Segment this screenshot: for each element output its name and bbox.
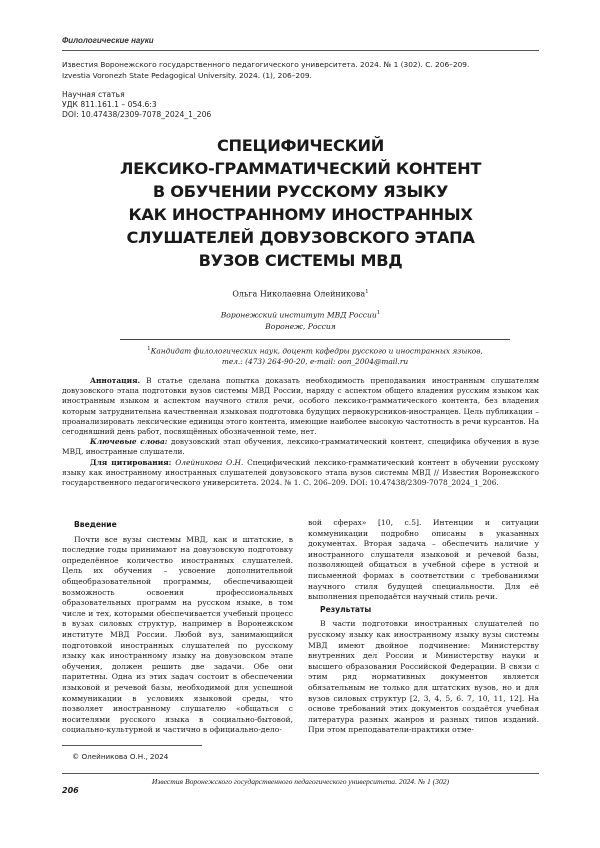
institute-footnote-mark: 1 xyxy=(376,310,381,316)
footnote-contact: тел.: (473) 264-90-20, e-mail: oon_2004@mail.ru xyxy=(221,356,409,366)
citation-line-en: Izvestia Voronezh State Pedagogical University. 2024. (1), 206–209. xyxy=(62,70,312,80)
footer-divider xyxy=(62,773,539,774)
udc-code: УДК 811.161.1 – 054.6:3 xyxy=(62,100,157,109)
abstract-label: Аннотация. xyxy=(90,376,141,385)
doi: DOI: 10.47438/2309-7078_2024_1_206 xyxy=(62,110,212,119)
continuation-paragraph: вой сферах» [10, с.5]. Интенции и ситуации коммуникации подробно описаны в указанных документах. Вторая задача – обеспечить наличие у иностранного слушателя языковой и речевой базы, позволяющей общаться в учебной сфере в устной и письменной формах в соответствии с требованиями научного стиля будущей специальности. Для её выполнения преподаётся научный стиль речи. xyxy=(308,518,539,602)
intro-paragraph: Почти все вузы системы МВД, как и штатские, в последние годы принимают на довузовскую подготовку определённое количество иностранных слушателей. Цель их обучения – усвоение дополнительной общеобразовательной программы, обеспечивающей возможность освоения профессиональных образовательных программ на русском языке, в том числе и тех, которыми обеспечивается учебный процесс в вузах силовых структур, например в Воронежском институте МВД России. Любой вуз, занимающийся подготовкой иностранных слушателей по русскому языку как иностранному языку на довузовском этапе обучения, должен решить две задачи. Обе они паритетны. Одна из этих задач состоит в обеспечении языковой и речевой базы, необходимой для успешной коммуникации в условиях языковой среды, что позволяет иностранному слушателю «общаться с носителями русского языка в социально-бытовой, социально-культурной и частично в официально-дело- xyxy=(62,534,293,735)
cite-author: Олейникова О.Н. xyxy=(171,457,244,467)
title-line: ЛЕКСИКО-ГРАММАТИЧЕСКИЙ КОНТЕНТ xyxy=(119,159,482,178)
affiliation xyxy=(62,308,539,332)
running-head: Филологические науки xyxy=(62,36,154,45)
abstract-block xyxy=(62,376,539,488)
cite-label: Для цитирования: xyxy=(90,457,172,467)
author-name xyxy=(62,289,539,299)
author-footnote xyxy=(120,344,510,367)
left-column xyxy=(62,518,293,736)
article-meta xyxy=(62,90,211,120)
right-column xyxy=(308,518,539,736)
affiliation-city: Воронеж, Россия xyxy=(265,321,336,331)
keywords-label: Ключевые слова: xyxy=(90,437,168,447)
copyright: © Олейникова О.Н., 2024 xyxy=(72,752,169,761)
article-type: Научная статья xyxy=(62,90,125,99)
author-footnote-mark: 1 xyxy=(365,289,369,295)
copyright-divider xyxy=(62,745,202,746)
footnote-divider xyxy=(120,339,510,340)
abstract-text: В статье сделана попытка доказать необходимость преподавания иностранным слушателям довузовского этапа подготовки вузов системы МВД России, наряду с аспектом общего владения русским языком как иностранным языком и аспектом научного стиля речи, особого лексико-грамматического контента, без владения которым затруднительна качественная языковая подготовка будущих первокурсников-иностранцев. Цель публикации – проанализировать лексические единицы этого контента, имеющие наиболее высокую частотность в речи курсантов. На сегодняшний день работ, посвящённых обозначенной теме, нет. xyxy=(62,376,539,437)
article-title xyxy=(62,134,539,272)
title-line: ВУЗОВ СИСТЕМЫ МВД xyxy=(198,251,403,270)
footer-journal: Известия Воронежского государственного педагогического университета. 2024. № 1 (302) xyxy=(151,777,450,786)
journal-citation xyxy=(62,60,469,81)
page-number: 206 xyxy=(62,786,79,795)
results-heading: Результаты xyxy=(320,604,372,614)
footnote-mark: 1 xyxy=(147,346,151,352)
keywords-paragraph xyxy=(62,437,539,457)
title-line: СЛУШАТЕЛЕЙ ДОВУЗОВСКОГО ЭТАПА xyxy=(126,228,475,247)
cite-paragraph xyxy=(62,458,539,489)
cite-text: Специфический лексико-грамматический контент в обучении русскому языку как иностранному иностранных слушателей довузовского этапа вузов системы МВД // Известия Воронежского государственного педагогического университета. 2024. № 1. С. 206–209. DOI: 10.47438/2309-7078_2024_1_206. xyxy=(62,457,539,488)
header-divider xyxy=(62,50,539,51)
title-line: В ОБУЧЕНИИ РУССКОМУ ЯЗЫКУ xyxy=(152,182,449,201)
results-paragraph: В части подготовки иностранных слушателей по русскому языку как иностранному языку вузы системы МВД имеют двойное подчинение: Министерству внутренних дел России и Министерству науки и высшего образования Российской Федерации. В связи с этим ряд нормативных документов является обязательным не только для штатских вузов, но и для вузов силовых структур [2, 3, 4, 5, 6. 7, 10, 11, 12]. На основе требований этих документов создаётся учебная литература разных жанров и разных типов изданий. При этом преподаватели-практики отме- xyxy=(308,619,539,735)
title-line: КАК ИНОСТРАННОМУ ИНОСТРАННЫХ xyxy=(128,205,473,224)
author-text: Ольга Николаевна Олейникова xyxy=(232,289,366,299)
footnote-line: Кандидат филологических наук, доцент кафедры русского и иностранных языков, xyxy=(150,346,483,356)
citation-line-ru: Известия Воронежского государственного педагогического университета. 2024. № 1 (302). С. 206–209. xyxy=(62,60,470,69)
abstract-paragraph xyxy=(62,376,539,437)
institute-name: Воронежский институт МВД России xyxy=(220,310,377,320)
title-line: СПЕЦИФИЧЕСКИЙ xyxy=(216,136,385,155)
keywords-text: довузовский этап обучения, лексико-грамматический контент, специфика обучения в вузе МВД, иностранные слушатели. xyxy=(62,437,539,457)
intro-heading: Введение xyxy=(74,520,117,529)
